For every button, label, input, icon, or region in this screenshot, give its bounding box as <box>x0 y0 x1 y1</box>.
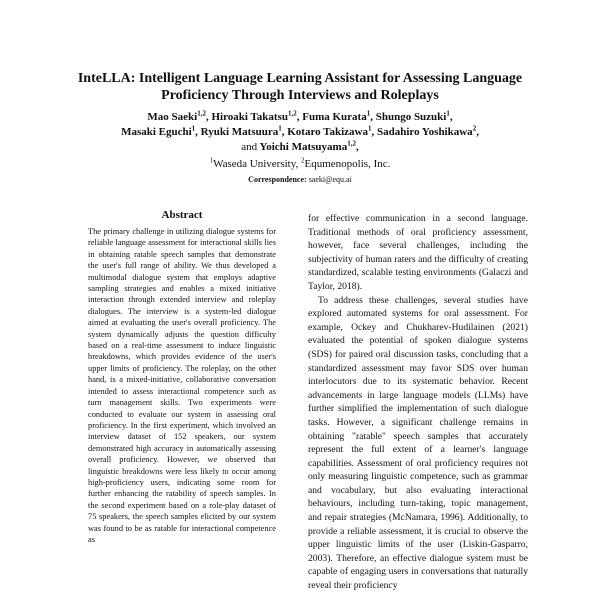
author-list <box>50 110 550 155</box>
author: Fuma Kurata$^1$, <box>302 109 376 123</box>
correspondence-label: Correspondence: <box>248 175 307 184</box>
correspondence <box>50 174 550 186</box>
affiliation: Waseda University, <box>213 158 302 170</box>
author: Shungo Suzuki$^1$, <box>375 109 453 123</box>
author: Yoichi Matsuyama$^{1,2}$, <box>259 139 359 153</box>
author: Sadahiro Yoshikawa$^2$, <box>377 124 479 138</box>
author: Hiroaki Takatsu$^{1,2}$, <box>211 109 303 123</box>
author: Ryuki Matsuura$^1$, <box>200 124 288 138</box>
abstract-heading: Abstract <box>161 209 203 221</box>
body-column <box>308 212 528 593</box>
body-paragraph: To address these challenges, several studies have explored automated systems for oral assessment. For example, Ockey and Chukharev-Hudilainen (2021) evaluated the potential of spoken dialogue systems (SDS) for paired oral discussion tasks, concluding that a standardized assessment may favor SDS over human interlocutors due to its systematic behavior. Recent advancements in large language models (LLMs) have further simplified the implementation of such dialogue tasks. However, a significant challenge remains in obtaining "ratable" speech samples that accurately represent the full extent of a learner's language capabilities. Assessment of oral proficiency requires not only measuring linguistic competence, such as grammar and vocabulary, but also evaluating interactional behaviours, including turn-taking, topic management, and repair strategies (McNamara, 1996). Additionally, to provide a reliable assessment, it is crucial to observe the upper linguistic limits of the user (Liskin-Gasparro, 2003). Therefore, an effective dialogue system must be capable of engaging users in conversations that naturally reveal their proficiency <box>308 294 528 592</box>
affiliations: $^1$Waseda University, $^2$Equmenopolis, Inc. <box>209 156 391 170</box>
author: Kotaro Takizawa$^1$, <box>287 124 377 138</box>
author: Mao Saeki$^{1,2}$, <box>147 109 212 123</box>
affiliation: Equmenopolis, Inc. <box>304 158 391 170</box>
title-line-1: InteLLA: Intelligent Language Learning Assistant for Assessing Language <box>77 71 523 86</box>
abstract-text: The primary challenge in utilizing dialogue systems for reliable language assessment for interactional skills lies in obtaining ratable speech samples that demonstrate the user's full range of ability. We thus developed a multimodal dialogue system that employs adaptive sampling strategies and enables a mixed initiative interaction through extended interview and roleplay dialogues. The interview is a system-led dialogue aimed at evaluating the user's overall proficiency. The system dynamically adjusts the question difficulty based on a real-time assessment to induce linguistic breakdowns, which provides evidence of the user's upper limits of proficiency. The roleplay, on the other hand, is a mixed-initiative, collaborative conversation intended to assess interactional competence such as turn management skills. Two experiments were conducted to evaluate our system in assessing oral proficiency. In the first experiment, which involved an interview dataset of 152 speakers, our system demonstrated high accuracy in automatically assessing overall proficiency. However, we observed that linguistic breakdowns were less likely to occur among high-proficiency users, indicating some room for further enhancing the ratability of speech samples. In the second experiment based on a role-play dataset of 75 speakers, the speech samples elicited by our system was found to be as ratable for interactional competence as <box>88 227 276 544</box>
paper-title <box>40 70 560 104</box>
body-paragraph: for effective communication in a second language. Traditional methods of oral proficiency assessment, however, face several challenges, including the subjectivity of human raters and the difficulty of creating standardized, scalable testing environments (Galaczi and Taylor, 2018). <box>308 213 528 292</box>
correspondence-email[interactable]: saeki@equ.ai <box>308 175 352 184</box>
author: Masaki Eguchi$^1$, <box>121 124 201 138</box>
title-line-2: Proficiency Through Interviews and Roleplays <box>161 88 439 103</box>
author-conjunction: and <box>241 141 258 153</box>
